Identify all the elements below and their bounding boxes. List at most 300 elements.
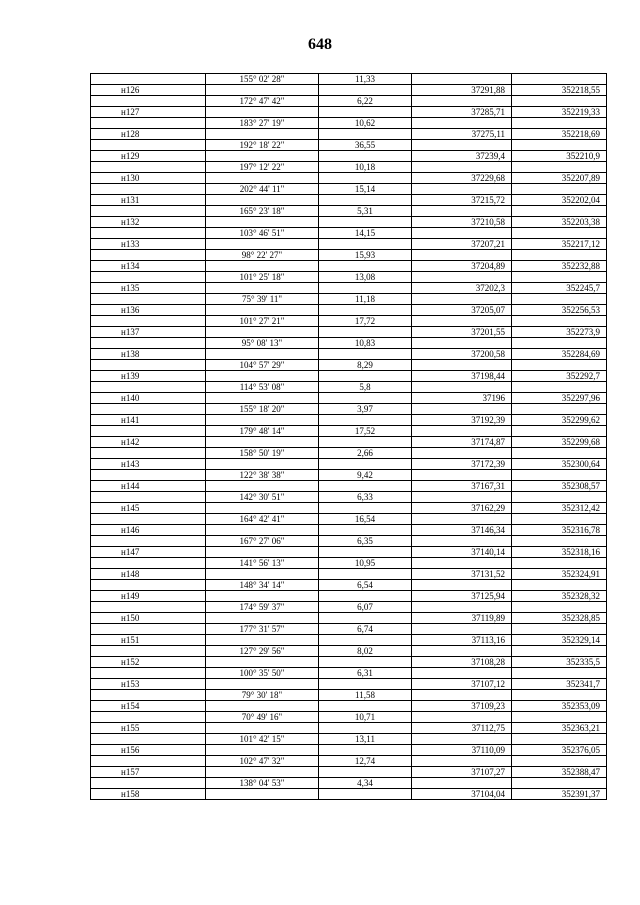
- empty-cell: [319, 481, 412, 492]
- empty-cell: [319, 613, 412, 624]
- x-coordinate-cell: 37205,07: [412, 305, 512, 316]
- point-row: [91, 459, 607, 470]
- direction-angle-cell: 155° 18' 20": [206, 404, 319, 415]
- empty-cell: [412, 140, 512, 151]
- y-coordinate-cell: 352292,7: [512, 371, 607, 382]
- direction-angle-cell: 158° 50' 19": [206, 448, 319, 459]
- empty-cell: [319, 217, 412, 228]
- empty-cell: [91, 668, 206, 679]
- empty-cell: [91, 448, 206, 459]
- x-coordinate-cell: 37110,09: [412, 745, 512, 756]
- empty-cell: [412, 778, 512, 789]
- direction-angle-cell: 122° 38' 38": [206, 470, 319, 481]
- x-coordinate-cell: 37119,89: [412, 613, 512, 624]
- empty-cell: [512, 140, 607, 151]
- point-name-cell: н147: [91, 547, 206, 558]
- length-cell: 6,54: [319, 580, 412, 591]
- empty-cell: [412, 470, 512, 481]
- x-coordinate-cell: 37172,39: [412, 459, 512, 470]
- point-name-cell: н130: [91, 173, 206, 184]
- empty-cell: [91, 382, 206, 393]
- point-name-cell: н132: [91, 217, 206, 228]
- y-coordinate-cell: 352391,37: [512, 789, 607, 800]
- empty-cell: [319, 569, 412, 580]
- empty-cell: [512, 624, 607, 635]
- empty-cell: [206, 129, 319, 140]
- point-name-cell: н133: [91, 239, 206, 250]
- segment-row: [91, 272, 607, 283]
- empty-cell: [512, 514, 607, 525]
- empty-cell: [319, 129, 412, 140]
- empty-cell: [206, 349, 319, 360]
- empty-cell: [91, 140, 206, 151]
- point-name-cell: н153: [91, 679, 206, 690]
- empty-cell: [206, 415, 319, 426]
- empty-cell: [91, 338, 206, 349]
- direction-angle-cell: 114° 53' 08": [206, 382, 319, 393]
- length-cell: 16,54: [319, 514, 412, 525]
- length-cell: 6,07: [319, 602, 412, 613]
- y-coordinate-cell: 352297,96: [512, 393, 607, 404]
- direction-angle-cell: 127° 29' 56": [206, 646, 319, 657]
- empty-cell: [319, 745, 412, 756]
- empty-cell: [206, 327, 319, 338]
- empty-cell: [512, 712, 607, 723]
- empty-cell: [91, 756, 206, 767]
- empty-cell: [319, 679, 412, 690]
- coordinate-table: [90, 73, 607, 800]
- empty-cell: [512, 470, 607, 481]
- empty-cell: [319, 723, 412, 734]
- point-name-cell: н144: [91, 481, 206, 492]
- length-cell: 6,31: [319, 668, 412, 679]
- length-cell: 6,35: [319, 536, 412, 547]
- empty-cell: [91, 646, 206, 657]
- length-cell: 4,34: [319, 778, 412, 789]
- empty-cell: [319, 415, 412, 426]
- x-coordinate-cell: 37200,58: [412, 349, 512, 360]
- point-row: [91, 195, 607, 206]
- empty-cell: [512, 382, 607, 393]
- empty-cell: [91, 558, 206, 569]
- point-name-cell: н150: [91, 613, 206, 624]
- empty-cell: [512, 294, 607, 305]
- length-cell: 3,97: [319, 404, 412, 415]
- y-coordinate-cell: 352363,21: [512, 723, 607, 734]
- empty-cell: [512, 778, 607, 789]
- empty-cell: [512, 448, 607, 459]
- empty-cell: [319, 767, 412, 778]
- segment-row: [91, 448, 607, 459]
- empty-cell: [512, 206, 607, 217]
- segment-row: [91, 250, 607, 261]
- point-row: [91, 547, 607, 558]
- empty-cell: [206, 371, 319, 382]
- point-row: [91, 789, 607, 800]
- empty-cell: [319, 437, 412, 448]
- empty-cell: [512, 690, 607, 701]
- empty-cell: [206, 261, 319, 272]
- y-coordinate-cell: 352256,53: [512, 305, 607, 316]
- y-coordinate-cell: 352353,09: [512, 701, 607, 712]
- empty-cell: [412, 404, 512, 415]
- empty-cell: [206, 503, 319, 514]
- x-coordinate-cell: 37113,16: [412, 635, 512, 646]
- empty-cell: [319, 349, 412, 360]
- segment-row: [91, 690, 607, 701]
- x-coordinate-cell: 37109,23: [412, 701, 512, 712]
- segment-row: [91, 734, 607, 745]
- empty-cell: [91, 228, 206, 239]
- point-row: [91, 305, 607, 316]
- segment-row: [91, 668, 607, 679]
- direction-angle-cell: 95° 08' 13": [206, 338, 319, 349]
- empty-cell: [206, 547, 319, 558]
- empty-cell: [512, 360, 607, 371]
- empty-cell: [319, 151, 412, 162]
- empty-cell: [206, 173, 319, 184]
- point-name-cell: н140: [91, 393, 206, 404]
- y-coordinate-cell: 352218,69: [512, 129, 607, 140]
- x-coordinate-cell: 37229,68: [412, 173, 512, 184]
- y-coordinate-cell: 352299,62: [512, 415, 607, 426]
- empty-cell: [412, 492, 512, 503]
- empty-cell: [412, 690, 512, 701]
- point-row: [91, 481, 607, 492]
- length-cell: 6,22: [319, 96, 412, 107]
- empty-cell: [91, 580, 206, 591]
- y-coordinate-cell: 352335,5: [512, 657, 607, 668]
- x-coordinate-cell: 37204,89: [412, 261, 512, 272]
- x-coordinate-cell: 37104,04: [412, 789, 512, 800]
- empty-cell: [412, 316, 512, 327]
- direction-angle-cell: 167° 27' 06": [206, 536, 319, 547]
- x-coordinate-cell: 37239,4: [412, 151, 512, 162]
- point-name-cell: н145: [91, 503, 206, 514]
- empty-cell: [412, 448, 512, 459]
- point-row: [91, 657, 607, 668]
- x-coordinate-cell: 37215,72: [412, 195, 512, 206]
- empty-cell: [206, 107, 319, 118]
- empty-cell: [91, 690, 206, 701]
- empty-cell: [91, 294, 206, 305]
- direction-angle-cell: 177° 31' 57": [206, 624, 319, 635]
- point-name-cell: н141: [91, 415, 206, 426]
- length-cell: 17,52: [319, 426, 412, 437]
- length-cell: 15,93: [319, 250, 412, 261]
- empty-cell: [206, 239, 319, 250]
- direction-angle-cell: 79° 30' 18": [206, 690, 319, 701]
- segment-row: [91, 712, 607, 723]
- point-row: [91, 85, 607, 96]
- direction-angle-cell: 202° 44' 11": [206, 184, 319, 195]
- length-cell: 10,18: [319, 162, 412, 173]
- empty-cell: [319, 85, 412, 96]
- empty-cell: [512, 272, 607, 283]
- point-name-cell: н146: [91, 525, 206, 536]
- y-coordinate-cell: 352219,33: [512, 107, 607, 118]
- empty-cell: [319, 173, 412, 184]
- direction-angle-cell: 148° 34' 14": [206, 580, 319, 591]
- empty-cell: [412, 272, 512, 283]
- direction-angle-cell: 141° 56' 13": [206, 558, 319, 569]
- empty-cell: [91, 360, 206, 371]
- point-name-cell: н129: [91, 151, 206, 162]
- y-coordinate-cell: 352318,16: [512, 547, 607, 558]
- x-coordinate-cell: 37207,21: [412, 239, 512, 250]
- direction-angle-cell: 102° 47' 32": [206, 756, 319, 767]
- point-name-cell: н138: [91, 349, 206, 360]
- empty-cell: [512, 338, 607, 349]
- empty-cell: [412, 668, 512, 679]
- point-row: [91, 679, 607, 690]
- point-row: [91, 327, 607, 338]
- segment-row: [91, 316, 607, 327]
- point-row: [91, 591, 607, 602]
- empty-cell: [206, 195, 319, 206]
- empty-cell: [206, 701, 319, 712]
- empty-cell: [319, 371, 412, 382]
- y-coordinate-cell: 352245,7: [512, 283, 607, 294]
- segment-row: [91, 294, 607, 305]
- direction-angle-cell: 101° 42' 15": [206, 734, 319, 745]
- empty-cell: [319, 261, 412, 272]
- empty-cell: [412, 294, 512, 305]
- empty-cell: [206, 767, 319, 778]
- point-row: [91, 525, 607, 536]
- empty-cell: [206, 745, 319, 756]
- segment-row: [91, 624, 607, 635]
- length-cell: 36,55: [319, 140, 412, 151]
- y-coordinate-cell: 352328,85: [512, 613, 607, 624]
- empty-cell: [206, 437, 319, 448]
- x-coordinate-cell: 37162,29: [412, 503, 512, 514]
- segment-row: [91, 140, 607, 151]
- length-cell: 13,11: [319, 734, 412, 745]
- point-row: [91, 767, 607, 778]
- segment-row: [91, 162, 607, 173]
- empty-cell: [412, 558, 512, 569]
- empty-cell: [206, 569, 319, 580]
- direction-angle-cell: 179° 48' 14": [206, 426, 319, 437]
- x-coordinate-cell: 37192,39: [412, 415, 512, 426]
- point-name-cell: н149: [91, 591, 206, 602]
- empty-cell: [91, 184, 206, 195]
- segment-row: [91, 184, 607, 195]
- y-coordinate-cell: 352328,32: [512, 591, 607, 602]
- y-coordinate-cell: 352217,12: [512, 239, 607, 250]
- empty-cell: [412, 602, 512, 613]
- empty-cell: [91, 162, 206, 173]
- y-coordinate-cell: 352308,57: [512, 481, 607, 492]
- x-coordinate-cell: 37167,31: [412, 481, 512, 492]
- point-name-cell: н128: [91, 129, 206, 140]
- x-coordinate-cell: 37210,58: [412, 217, 512, 228]
- point-row: [91, 107, 607, 118]
- length-cell: 15,14: [319, 184, 412, 195]
- point-name-cell: н157: [91, 767, 206, 778]
- length-cell: 5,8: [319, 382, 412, 393]
- length-cell: 5,31: [319, 206, 412, 217]
- empty-cell: [512, 250, 607, 261]
- point-row: [91, 349, 607, 360]
- length-cell: 6,74: [319, 624, 412, 635]
- empty-cell: [412, 338, 512, 349]
- length-cell: 14,15: [319, 228, 412, 239]
- empty-cell: [412, 206, 512, 217]
- empty-cell: [91, 250, 206, 261]
- length-cell: 9,42: [319, 470, 412, 481]
- point-name-cell: н135: [91, 283, 206, 294]
- empty-cell: [412, 96, 512, 107]
- empty-cell: [91, 514, 206, 525]
- point-row: [91, 283, 607, 294]
- empty-cell: [91, 118, 206, 129]
- point-name-cell: н131: [91, 195, 206, 206]
- empty-cell: [412, 382, 512, 393]
- y-coordinate-cell: 352299,68: [512, 437, 607, 448]
- length-cell: 10,71: [319, 712, 412, 723]
- empty-cell: [319, 503, 412, 514]
- segment-row: [91, 404, 607, 415]
- point-row: [91, 129, 607, 140]
- point-name-cell: н154: [91, 701, 206, 712]
- empty-cell: [412, 74, 512, 85]
- empty-cell: [412, 228, 512, 239]
- direction-angle-cell: 70° 49' 16": [206, 712, 319, 723]
- x-coordinate-cell: 37112,75: [412, 723, 512, 734]
- x-coordinate-cell: 37275,11: [412, 129, 512, 140]
- empty-cell: [206, 789, 319, 800]
- empty-cell: [512, 118, 607, 129]
- segment-row: [91, 536, 607, 547]
- direction-angle-cell: 142° 30' 51": [206, 492, 319, 503]
- point-name-cell: н151: [91, 635, 206, 646]
- direction-angle-cell: 100° 35' 50": [206, 668, 319, 679]
- y-coordinate-cell: 352218,55: [512, 85, 607, 96]
- point-row: [91, 503, 607, 514]
- empty-cell: [91, 778, 206, 789]
- y-coordinate-cell: 352324,91: [512, 569, 607, 580]
- point-name-cell: н155: [91, 723, 206, 734]
- point-name-cell: н136: [91, 305, 206, 316]
- y-coordinate-cell: 352300,64: [512, 459, 607, 470]
- empty-cell: [206, 283, 319, 294]
- y-coordinate-cell: 352210,9: [512, 151, 607, 162]
- empty-cell: [91, 492, 206, 503]
- point-name-cell: н134: [91, 261, 206, 272]
- point-name-cell: н152: [91, 657, 206, 668]
- point-name-cell: н137: [91, 327, 206, 338]
- empty-cell: [319, 195, 412, 206]
- empty-cell: [512, 228, 607, 239]
- point-name-cell: н158: [91, 789, 206, 800]
- length-cell: 11,18: [319, 294, 412, 305]
- empty-cell: [412, 580, 512, 591]
- empty-cell: [91, 206, 206, 217]
- coordinate-table-body: [91, 74, 607, 800]
- length-cell: 2,66: [319, 448, 412, 459]
- empty-cell: [206, 85, 319, 96]
- empty-cell: [319, 591, 412, 602]
- empty-cell: [319, 789, 412, 800]
- point-name-cell: н139: [91, 371, 206, 382]
- point-row: [91, 745, 607, 756]
- empty-cell: [91, 602, 206, 613]
- point-name-cell: н148: [91, 569, 206, 580]
- empty-cell: [412, 360, 512, 371]
- segment-row: [91, 96, 607, 107]
- empty-cell: [319, 635, 412, 646]
- x-coordinate-cell: 37107,27: [412, 767, 512, 778]
- empty-cell: [206, 217, 319, 228]
- empty-cell: [206, 723, 319, 734]
- direction-angle-cell: 164° 42' 41": [206, 514, 319, 525]
- empty-cell: [412, 426, 512, 437]
- direction-angle-cell: 165° 23' 18": [206, 206, 319, 217]
- length-cell: 11,33: [319, 74, 412, 85]
- empty-cell: [206, 525, 319, 536]
- y-coordinate-cell: 352312,42: [512, 503, 607, 514]
- y-coordinate-cell: 352203,38: [512, 217, 607, 228]
- y-coordinate-cell: 352202,04: [512, 195, 607, 206]
- point-row: [91, 371, 607, 382]
- empty-cell: [412, 734, 512, 745]
- empty-cell: [412, 624, 512, 635]
- direction-angle-cell: 104° 57' 29": [206, 360, 319, 371]
- empty-cell: [91, 536, 206, 547]
- point-name-cell: н142: [91, 437, 206, 448]
- x-coordinate-cell: 37131,52: [412, 569, 512, 580]
- direction-angle-cell: 174° 59' 37": [206, 602, 319, 613]
- direction-angle-cell: 138° 04' 53": [206, 778, 319, 789]
- segment-row: [91, 558, 607, 569]
- segment-row: [91, 646, 607, 657]
- empty-cell: [412, 646, 512, 657]
- direction-angle-cell: 197° 12' 22": [206, 162, 319, 173]
- empty-cell: [512, 580, 607, 591]
- point-row: [91, 415, 607, 426]
- segment-row: [91, 206, 607, 217]
- empty-cell: [319, 107, 412, 118]
- segment-row: [91, 756, 607, 767]
- x-coordinate-cell: 37140,14: [412, 547, 512, 558]
- empty-cell: [412, 162, 512, 173]
- x-coordinate-cell: 37174,87: [412, 437, 512, 448]
- empty-cell: [512, 316, 607, 327]
- empty-cell: [412, 184, 512, 195]
- empty-cell: [512, 492, 607, 503]
- empty-cell: [512, 96, 607, 107]
- length-cell: 8,29: [319, 360, 412, 371]
- empty-cell: [91, 316, 206, 327]
- segment-row: [91, 470, 607, 481]
- empty-cell: [206, 151, 319, 162]
- empty-cell: [512, 162, 607, 173]
- x-coordinate-cell: 37125,94: [412, 591, 512, 602]
- empty-cell: [206, 393, 319, 404]
- segment-row: [91, 338, 607, 349]
- length-cell: 10,62: [319, 118, 412, 129]
- point-row: [91, 239, 607, 250]
- empty-cell: [512, 756, 607, 767]
- length-cell: 13,08: [319, 272, 412, 283]
- empty-cell: [412, 118, 512, 129]
- empty-cell: [91, 624, 206, 635]
- point-row: [91, 437, 607, 448]
- empty-cell: [319, 657, 412, 668]
- empty-cell: [412, 250, 512, 261]
